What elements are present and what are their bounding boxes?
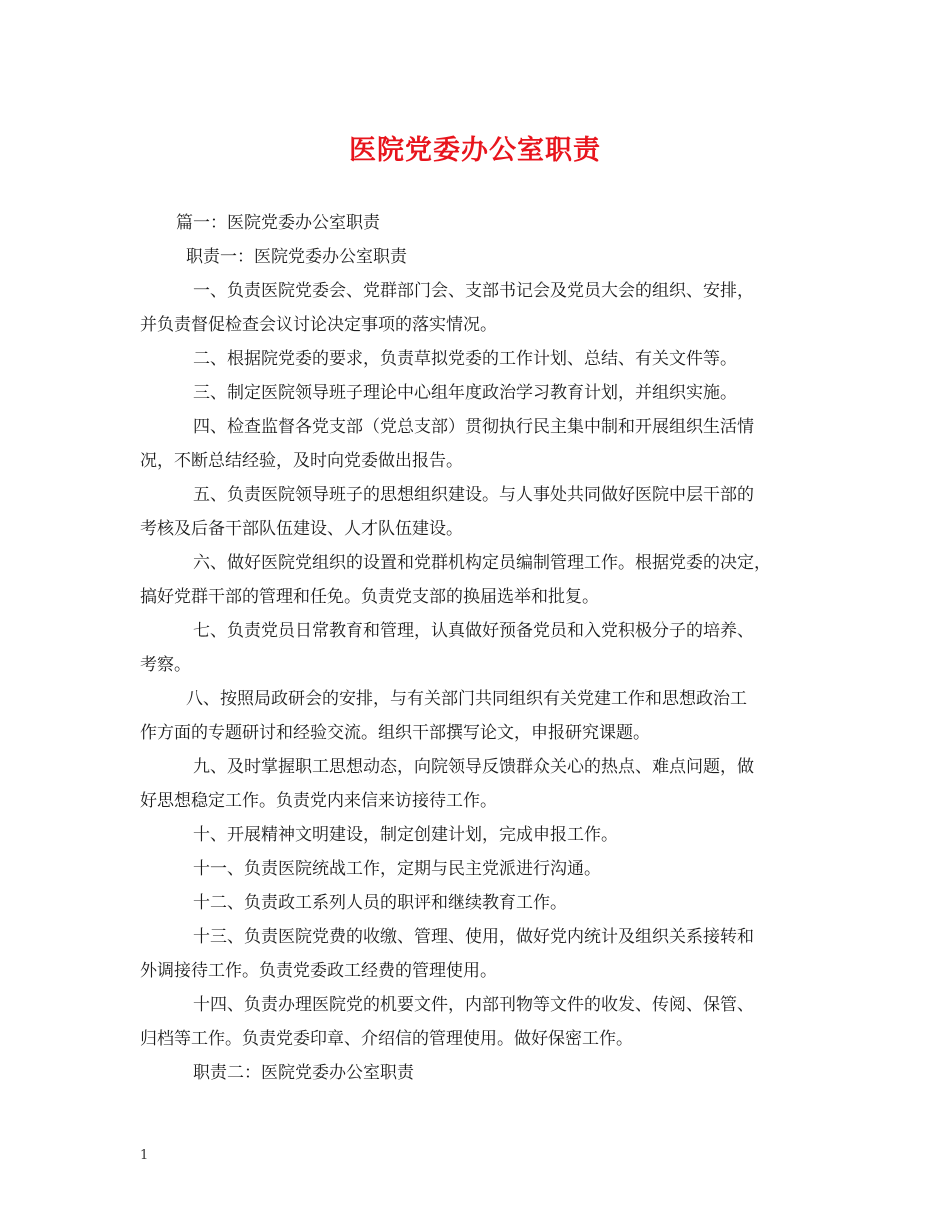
duty-item-8 — [140, 682, 830, 750]
duty-item-line: 十、开展精神文明建设，制定创建计划，完成申报工作。 — [193, 825, 618, 845]
duty-item-line: 十二、负责政工系列人员的职评和继续教育工作。 — [193, 893, 567, 913]
duty-item-5 — [140, 478, 830, 546]
duty-item-line: 考察。 — [140, 655, 191, 675]
duty-item-line: 五、负责医院领导班子的思想组织建设。与人事处共同做好医院中层干部的 — [193, 485, 754, 505]
duty-item-line: 并负责督促检查会议讨论决定事项的落实情况。 — [140, 315, 497, 335]
duty-item-12 — [140, 886, 830, 920]
document-title: 医院党委办公室职责 — [349, 135, 601, 166]
duty-item-6 — [140, 546, 830, 614]
duty-item-7 — [140, 614, 830, 682]
duty-item-line: 归档等工作。负责党委印章、介绍信的管理使用。做好保密工作。 — [140, 1029, 633, 1049]
duty-item-line: 搞好党群干部的管理和任免。负责党支部的换届选举和批复。 — [140, 587, 599, 607]
duty-item-line: 一、负责医院党委会、党群部门会、支部书记会及党员大会的组织、安排， — [193, 281, 754, 301]
duty-item-line: 外调接待工作。负责党委政工经费的管理使用。 — [140, 961, 497, 981]
duty-item-line: 十三、负责医院党费的收缴、管理、使用，做好党内统计及组织关系接转和 — [193, 927, 754, 947]
duty-item-line: 十四、负责办理医院党的机要文件，内部刊物等文件的收发、传阅、保管、 — [193, 995, 754, 1015]
duty-item-3 — [140, 376, 830, 410]
duty-item-line: 考核及后备干部队伍建设、人才队伍建设。 — [140, 519, 463, 539]
duty-item-10 — [140, 818, 830, 852]
duty-item-line: 二、根据院党委的要求，负责草拟党委的工作计划、总结、有关文件等。 — [193, 349, 737, 369]
duty-item-line: 四、检查监督各党支部（党总支部）贯彻执行民主集中制和开展组织生活情 — [193, 417, 754, 437]
page-number: 1 — [140, 1148, 149, 1163]
duty-item-line: 三、制定医院领导班子理论中心组年度政治学习教育计划，并组织实施。 — [193, 383, 737, 403]
duty-item-line: 好思想稳定工作。负责党内来信来访接待工作。 — [140, 791, 497, 811]
duty-item-1 — [140, 274, 830, 342]
duty-item-9 — [140, 750, 830, 818]
duty-item-11 — [140, 852, 830, 886]
section-heading: 篇一：医院党委办公室职责 — [176, 213, 380, 233]
duty-item-4 — [140, 410, 830, 478]
duty-item-line: 况，不断总结经验，及时向党委做出报告。 — [140, 451, 463, 471]
duty-item-13 — [140, 920, 830, 988]
duty-item-line: 十一、负责医院统战工作，定期与民主党派进行沟通。 — [193, 859, 601, 879]
duty-item-line: 九、及时掌握职工思想动态，向院领导反馈群众关心的热点、难点问题，做 — [193, 757, 754, 777]
duty-one-heading: 职责一：医院党委办公室职责 — [186, 247, 407, 267]
duty-item-14 — [140, 988, 830, 1056]
duty-item-2 — [140, 342, 830, 376]
duty-item-line: 八、按照局政研会的安排，与有关部门共同组织有关党建工作和思想政治工 — [186, 689, 747, 709]
duty-item-line: 作方面的专题研讨和经验交流。组织干部撰写论文，申报研究课题。 — [140, 723, 650, 743]
document-body — [140, 206, 830, 1090]
duty-two-heading: 职责二：医院党委办公室职责 — [193, 1063, 414, 1083]
duty-item-line: 七、负责党员日常教育和管理，认真做好预备党员和入党积极分子的培养、 — [193, 621, 754, 641]
duty-item-line: 六、做好医院党组织的设置和党群机构定员编制管理工作。根据党委的决定， — [193, 553, 771, 573]
